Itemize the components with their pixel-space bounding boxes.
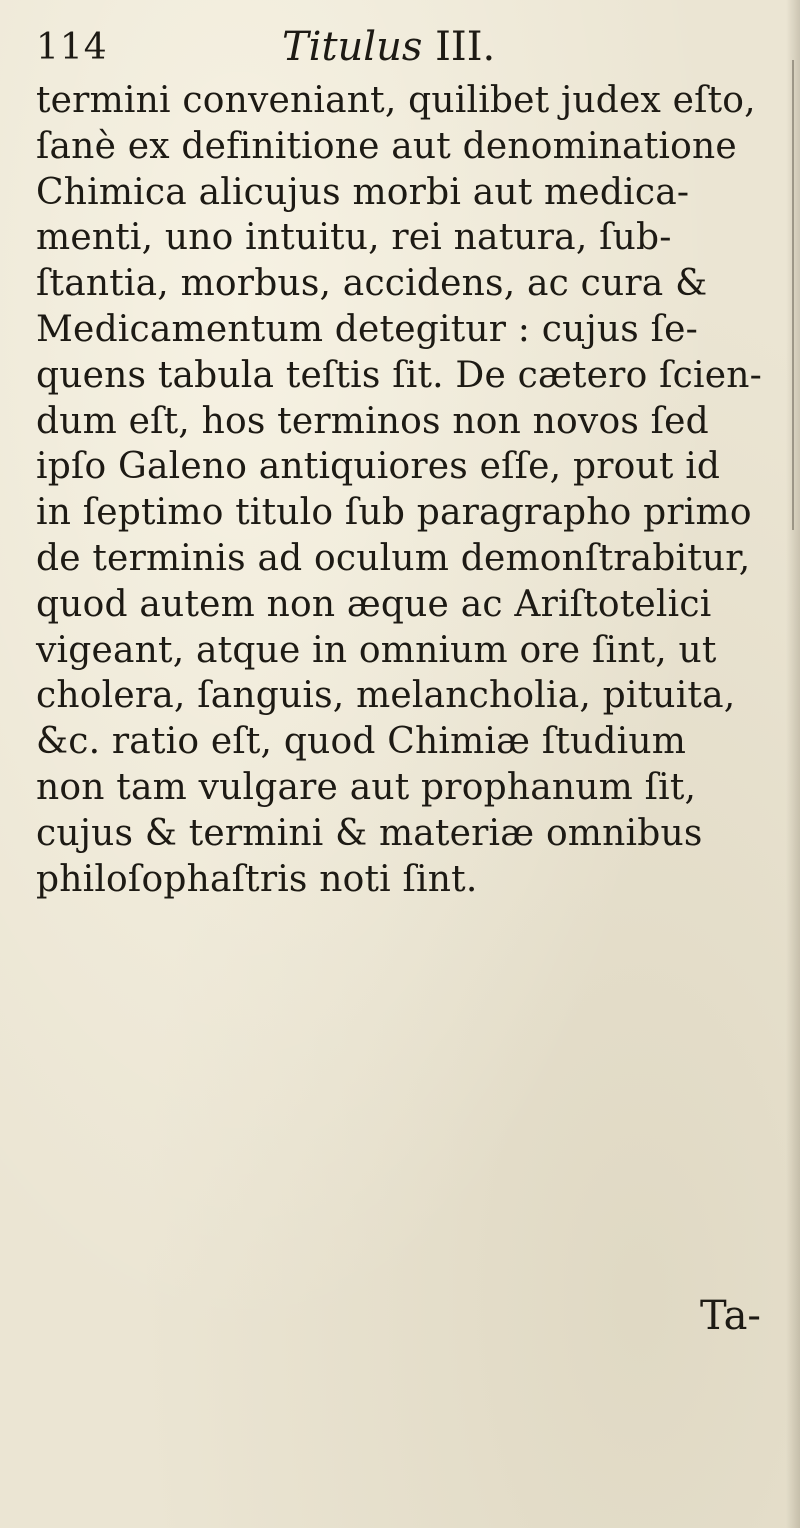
text-line: Chimica alicujus morbi aut medica-: [36, 171, 690, 213]
page-edge-line: [792, 60, 794, 530]
text-line: quod autem non æque ac Ariſtotelici: [36, 583, 712, 625]
running-title-italic: Titulus: [282, 24, 423, 70]
text-line: dum eſt, hos terminos non novos ſed: [36, 400, 709, 442]
running-title: [282, 24, 495, 70]
text-line: cujus & termini & materiæ omnibus: [36, 812, 703, 854]
text-line: in ſeptimo titulo ſub paragrapho primo: [36, 492, 752, 534]
text-line: ſtantia, morbus, accidens, ac cura &: [36, 263, 708, 305]
text-line: vigeant, atque in omnium ore ſint, ut: [36, 629, 717, 671]
page-header: [36, 18, 756, 74]
text-line: &c. ratio eſt, quod Chimiæ ſtudium: [36, 721, 687, 763]
text-line: cholera, ſanguis, melancholia, pituita,: [36, 675, 736, 717]
text-line: Medicamentum detegitur : cujus ſe-: [36, 308, 698, 350]
text-line: ipſo Galeno antiquiores eſſe, prout id: [36, 446, 721, 488]
text-line: de terminis ad oculum demonſtrabitur,: [36, 537, 751, 579]
text-line: philoſophaſtris noti ſint.: [36, 858, 478, 900]
running-title-numeral: III.: [435, 24, 496, 70]
text-line: non tam vulgare aut prophanum ſit,: [36, 766, 697, 808]
body-text: [36, 78, 776, 902]
text-line: menti, uno intuitu, rei natura, ſub-: [36, 217, 672, 259]
catchword: Ta-: [700, 1293, 761, 1339]
text-line: ſanè ex definitione aut denominatione: [36, 125, 737, 167]
page-number: 114: [36, 27, 108, 68]
text-line: quens tabula teſtis ſit. De cætero ſcien-: [36, 354, 762, 396]
text-line: termini conveniant, quilibet judex eſto,: [36, 80, 756, 121]
